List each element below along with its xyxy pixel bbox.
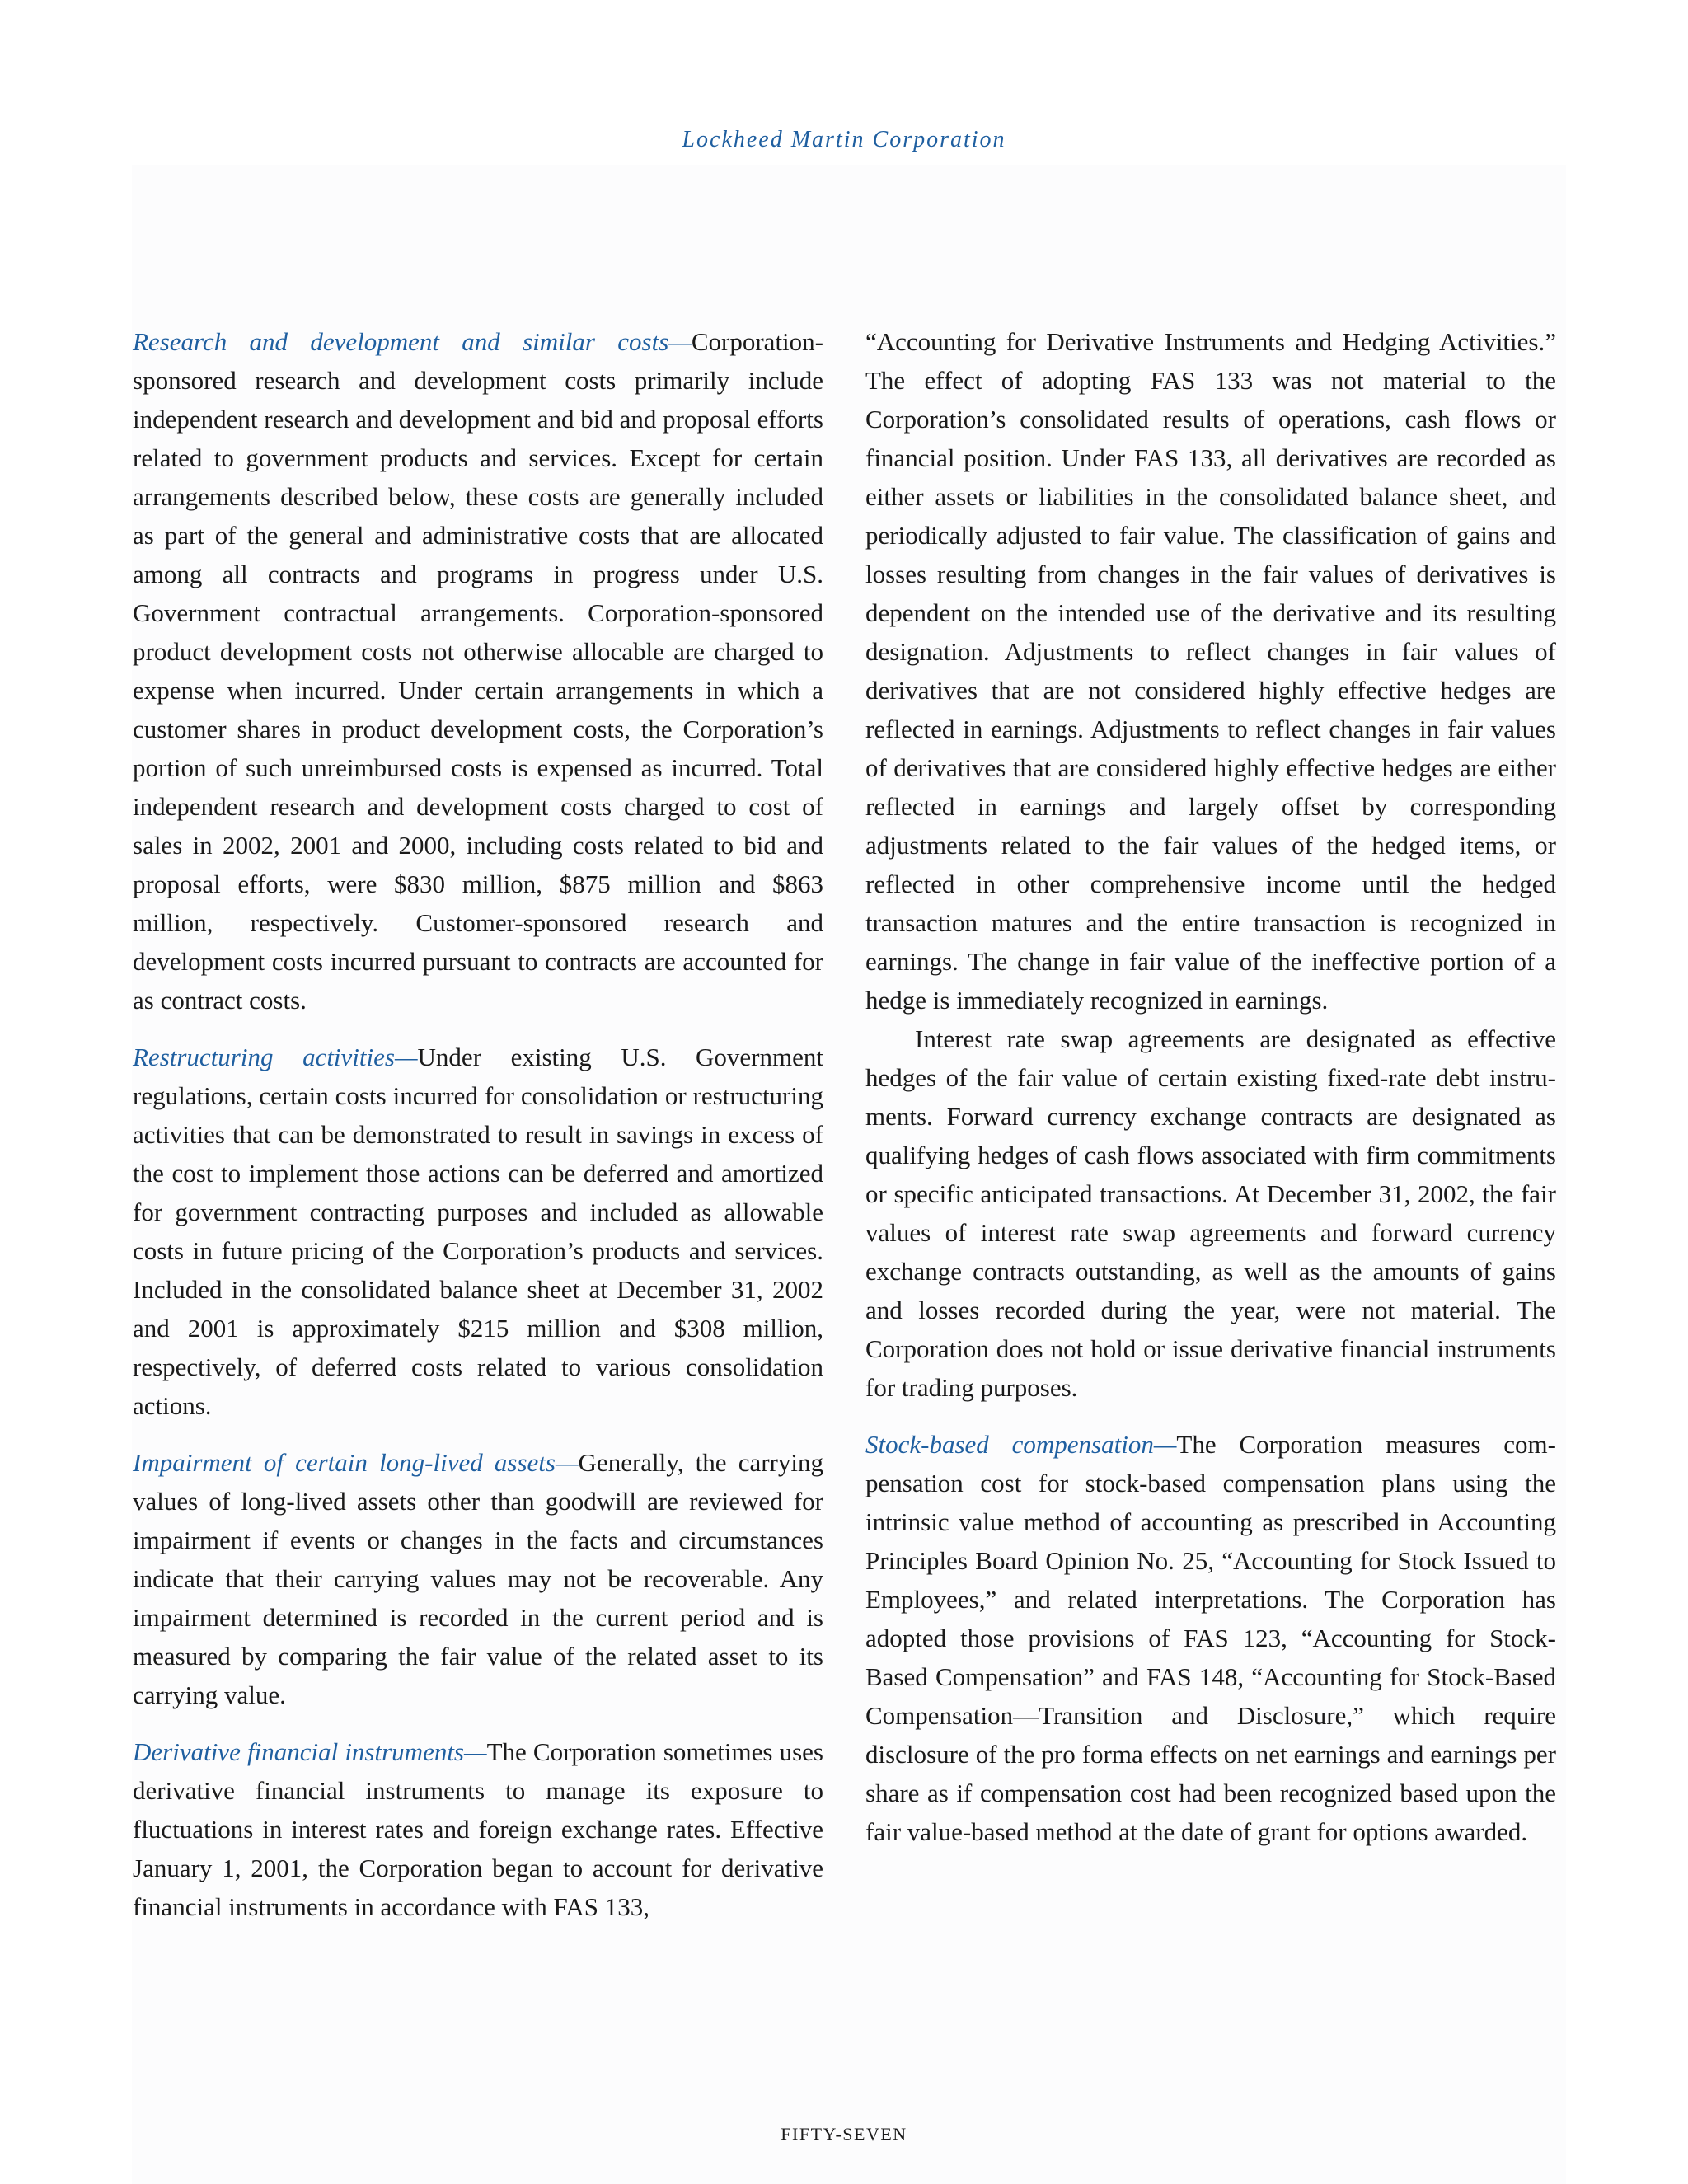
- paragraph-impairment: [133, 1443, 823, 1714]
- page-number: FIFTY-SEVEN: [781, 2124, 907, 2144]
- paragraph-stock-compensation: [865, 1425, 1556, 1851]
- heading-derivatives: Derivative financial instruments—: [133, 1737, 487, 1766]
- body-research-development: Corporation-sponsored research and development costs primarily include independent research and development and bid and proposal efforts related to government products and services. Except for certain arrangements described below, these costs are generally included as part of the general and administrative costs that are allocated among all contracts and programs in progress under U.S. Government contractual arrangements. Corporation-sponsored product development costs not otherwise allocable are charged to expense when incurred. Under certain arrangements in which a customer shares in product development costs, the Corporation’s portion of such unreimbursed costs is expensed as incurred. Total independent research and development costs charged to cost of sales in 2002, 2001 and 2000, including costs related to bid and proposal efforts, were $830 million, $875 million and $863 million, respectively. Customer-sponsored research and development costs incurred pursuant to contracts are accounted for as contract costs.: [133, 327, 823, 1015]
- paragraph-derivatives: [133, 1732, 823, 1926]
- right-column: [865, 322, 1556, 1869]
- body-stock-compensation: The Corporation measures compensation cost for stock-based compensation plans using the intrinsic value method of accounting as prescribed in Accounting Principles Board Opinion No. 25, “Accounting for Stock Issued to Employees,” and related interpretations. The Corporation has adopted those provisions of FAS 123, “Accounting for Stock-Based Compensation” and FAS 148, “Accounting for Stock-Based Compensation—Transition and Disclosure,” which require disclosure of the pro forma effects on net earnings and earnings per share as if compensation cost had been recognized based upon the fair value-based method at the date of grant for options awarded.: [865, 1430, 1556, 1846]
- paragraph-derivatives-continued: “Accounting for Derivative Instruments and Hedging Activities.” The effect of adopting FAS 133 was not material to the Corporation’s consolidated results of operations, cash flows or financial position. Under FAS 133, all derivatives are recorded as either assets or liabilities in the consolidated balance sheet, and periodically adjusted to fair value. The classification of gains and losses resulting from changes in the fair values of derivatives is dependent on the intended use of the derivative and its resulting designation. Adjustments to reflect changes in fair values of derivatives that are not considered highly effective hedges are reflected in earnings. Adjustments to reflect changes in fair values of derivatives that are considered highly effective hedges are either reflected in earnings and largely offset by corresponding adjustments related to the fair values of the hedged items, or reflected in other comprehensive income until the hedged transaction matures and the entire transaction is recognized in earnings. The change in fair value of the ineffective portion of a hedge is immediately recognized in earnings.: [865, 327, 1556, 1015]
- body-impairment: Generally, the carrying values of long-lived assets other than goodwill are reviewed for impairment if events or changes in the facts and circumstances indicate that their carrying values may not be recoverable. Any impairment determined is recorded in the current period and is measured by comparing the fair value of the related asset to its carrying value.: [133, 1448, 823, 1709]
- heading-restructuring: Restructuring activities—: [133, 1043, 418, 1071]
- paragraph-restructuring: [133, 1038, 823, 1425]
- heading-impairment: Impairment of certain long-lived assets—: [133, 1448, 579, 1477]
- paragraph-interest-rate-swaps: Interest rate swap agreements are designated as effective hedges of the fair value of certain existing fixed-rate debt instruments. Forward currency exchange contracts are designated as qualifying hedges of cash flows associated with firm commitments or specific anticipated transactions. At December 31, 2002, the fair values of interest rate swap agreements and forward currency exchange contracts outstanding, as well as the amounts of gains and losses recorded during the year, were not material. The Corporation does not hold or issue derivative financial instruments for trading purposes.: [865, 1024, 1556, 1402]
- body-restructuring: Under existing U.S. Government regulations, certain costs incurred for consolidation or restructuring activities that can be demonstrated to result in savings in excess of the cost to implement those actions can be deferred and amortized for government contracting purposes and included as allowable costs in future pricing of the Corporation’s products and services. Included in the consolidated balance sheet at December 31, 2002 and 2001 is approximately $215 million and $308 million, respectively, of deferred costs related to various consolidation actions.: [133, 1043, 823, 1420]
- heading-stock-compensation: Stock-based compensation—: [865, 1430, 1177, 1459]
- left-column: [133, 322, 823, 1944]
- paragraph-research-development: [133, 322, 823, 1019]
- running-header: Lockheed Martin Corporation: [682, 127, 1006, 152]
- body-derivatives: The Corporation sometimes uses derivative financial instruments to manage its exposure to fluctuations in interest rates and foreign exchange rates. Effective January 1, 2001, the Corporation began to account for derivative financial instruments in accordance with FAS 133,: [133, 1737, 823, 1921]
- heading-research-development: Research and development and similar costs—: [133, 327, 692, 356]
